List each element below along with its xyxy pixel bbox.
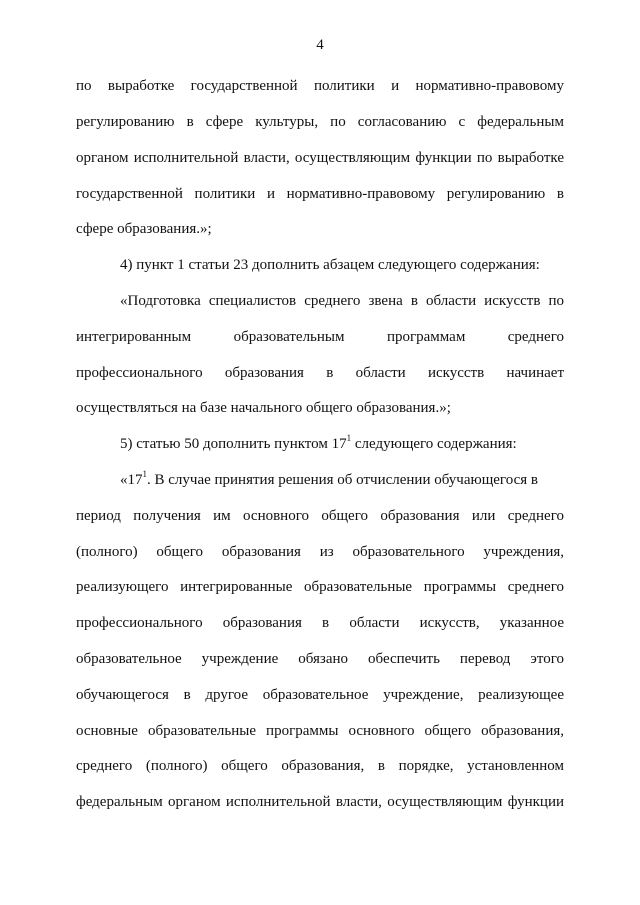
text-line-1: по выработке государственной политики и нормативно-правовому: [76, 78, 564, 94]
text-line-21: федеральным органом исполнительной власти, осуществляющим функции: [76, 794, 564, 810]
superscript-2: 1: [142, 469, 147, 479]
text-line-16: профессионального образования в области искусств, указанное: [76, 615, 564, 631]
text-line-5: сфере образования.»;: [76, 221, 212, 237]
text-line-18: обучающегося в другое образовательное учреждение, реализующее: [76, 687, 564, 703]
text-line-12: [120, 470, 564, 490]
text-line-14: (полного) общего образования из образовательного учреждения,: [76, 544, 564, 560]
text-line-10: осуществляться на базе начального общего образования.»;: [76, 400, 451, 416]
text-line-2: регулированию в сфере культуры, по согласованию с федеральным: [76, 114, 564, 130]
text-line-8: интегрированным образовательным программам среднего: [76, 329, 564, 345]
text-line-11: [120, 434, 564, 454]
text-line-20: среднего (полного) общего образования, в порядке, установленном: [76, 758, 564, 774]
page-number: 4: [316, 37, 324, 53]
text-line-17: образовательное учреждение обязано обеспечить перевод этого: [76, 651, 564, 667]
text-line-9: профессионального образования в области искусств начинает: [76, 365, 564, 381]
text-line-11-rest: следующего содержания:: [351, 436, 517, 452]
superscript-1: 1: [346, 433, 352, 443]
text-line-15: реализующего интегрированные образовательные программы среднего: [76, 579, 564, 595]
text-line-19: основные образовательные программы основного общего образования,: [76, 723, 564, 739]
text-line-4: государственной политики и нормативно-правовому регулированию в: [76, 186, 564, 202]
text-line-13: период получения им основного общего образования или среднего: [76, 508, 564, 524]
text-line-12-start: «17: [120, 472, 143, 488]
text-line-7: «Подготовка специалистов среднего звена в области искусств по: [120, 293, 564, 309]
text-line-3: органом исполнительной власти, осуществляющим функции по выработке: [76, 150, 564, 166]
text-line-12-rest: . В случае принятия решения об отчислении обучающегося в: [147, 472, 538, 488]
text-line-11-main: 5) статью 50 дополнить пунктом 17: [120, 436, 347, 452]
text-line-6: 4) пункт 1 статьи 23 дополнить абзацем следующего содержания:: [120, 257, 540, 273]
